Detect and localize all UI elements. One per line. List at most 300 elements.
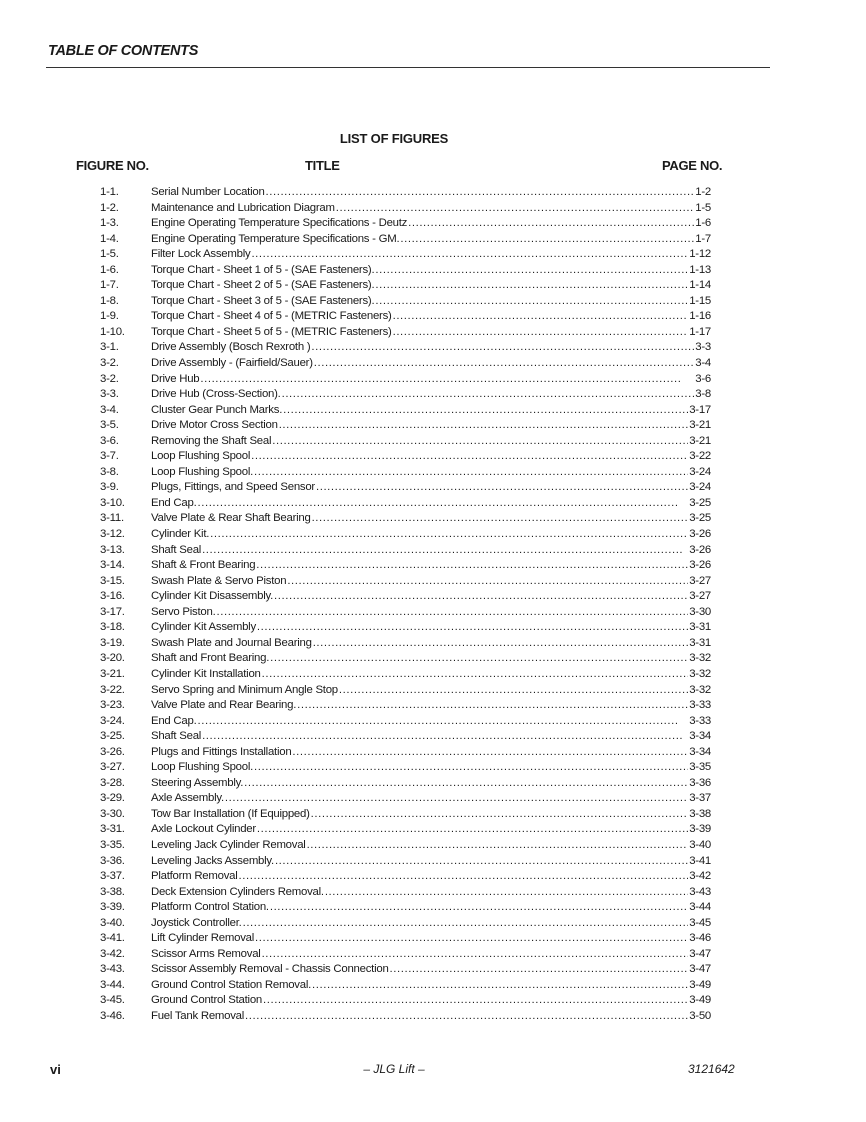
figure-entry	[151, 651, 711, 667]
figure-number: 3-22.	[100, 683, 125, 696]
figure-row	[0, 418, 866, 434]
figure-row	[0, 714, 866, 730]
figure-title: Servo Spring and Minimum Angle Stop	[151, 683, 338, 696]
figure-row	[0, 651, 866, 667]
figure-row	[0, 309, 866, 325]
figure-title: Drive Motor Cross Section	[151, 419, 278, 432]
figure-page: 3-27	[689, 574, 711, 587]
figure-title: Removing the Shaft Seal	[151, 434, 272, 447]
figure-page: 1-14	[689, 279, 711, 292]
figure-row	[0, 605, 866, 621]
figure-entry	[151, 760, 711, 776]
figure-page: 3-38	[689, 807, 711, 820]
figure-row	[0, 993, 866, 1009]
figure-page: 3-49	[689, 978, 711, 991]
figure-title: Cylinder Kit.	[151, 528, 210, 541]
figure-entry	[151, 558, 711, 574]
figure-row	[0, 885, 866, 901]
figure-page: 3-47	[689, 963, 711, 976]
figure-title: Serial Number Location	[151, 186, 265, 198]
figure-title: Leveling Jacks Assembly.	[151, 854, 274, 867]
figure-entry	[151, 185, 711, 201]
figure-title: Shaft Seal	[151, 543, 202, 556]
figure-number: 3-41.	[100, 932, 125, 945]
dot-leader	[282, 387, 695, 403]
figure-title: Engine Operating Temperature Specifications - Deutz	[151, 217, 408, 230]
figure-title: Shaft and Front Bearing.	[151, 652, 270, 665]
figure-title: Drive Assembly (Bosch Rexroth )	[151, 341, 311, 354]
figure-entry	[151, 916, 711, 932]
page-header-title: TABLE OF CONTENTS	[48, 43, 199, 59]
figure-title: Engine Operating Temperature Specifications - GM.	[151, 232, 400, 245]
figure-page: 3-24	[689, 481, 711, 494]
figure-page: 1-6	[695, 217, 711, 230]
dot-leader	[257, 620, 688, 636]
figure-page: 3-35	[689, 761, 711, 774]
figure-title: Drive Hub	[151, 372, 200, 385]
figure-page: 1-12	[689, 248, 711, 261]
figure-title: Cylinder Kit Disassembly.	[151, 590, 274, 603]
figure-title: Loop Flushing Spool.	[151, 761, 254, 774]
dot-leader	[202, 729, 688, 745]
dot-leader	[393, 325, 689, 341]
figure-number: 3-46.	[100, 1009, 125, 1022]
figure-page: 3-27	[689, 590, 711, 603]
figure-page: 3-46	[689, 932, 711, 945]
figure-page: 3-36	[689, 776, 711, 789]
figure-row	[0, 434, 866, 450]
figure-row	[0, 745, 866, 761]
figure-row	[0, 278, 866, 294]
dot-leader	[283, 403, 688, 419]
figure-entry	[151, 589, 711, 605]
dot-leader	[256, 558, 688, 574]
figure-number: 3-2.	[100, 372, 119, 385]
dot-leader	[254, 760, 688, 776]
figure-number: 3-5.	[100, 419, 119, 432]
dot-leader	[262, 667, 689, 683]
figure-row	[0, 247, 866, 263]
figure-page: 1-7	[695, 232, 711, 245]
figure-page: 3-22	[689, 450, 711, 463]
figure-entry	[151, 869, 711, 885]
figure-page: 3-3	[695, 341, 711, 354]
figure-number: 3-43.	[100, 963, 125, 976]
figure-number: 3-10.	[100, 496, 125, 509]
figure-number: 3-44.	[100, 978, 125, 991]
figure-number: 3-37.	[100, 870, 125, 883]
figure-entry	[151, 947, 711, 963]
figure-number: 3-23.	[100, 699, 125, 712]
figure-page: 3-47	[689, 947, 711, 960]
figure-entry	[151, 496, 711, 512]
figure-page: 3-33	[689, 714, 711, 727]
figure-number: 3-2.	[100, 357, 119, 370]
figure-number: 3-27.	[100, 761, 125, 774]
figure-page: 3-40	[689, 838, 711, 851]
figure-number: 3-26.	[100, 745, 125, 758]
figure-number: 1-1.	[100, 186, 119, 198]
figure-number: 3-42.	[100, 947, 125, 960]
dot-leader	[243, 916, 689, 932]
figure-row	[0, 776, 866, 792]
figure-title: Torque Chart - Sheet 4 of 5 - (METRIC Fasteners)	[151, 310, 392, 323]
dot-leader	[244, 776, 688, 792]
figure-entry	[151, 978, 711, 994]
figure-entry	[151, 232, 711, 248]
figure-title: Valve Plate & Rear Shaft Bearing	[151, 512, 311, 525]
figure-number: 3-19.	[100, 636, 125, 649]
figure-entry	[151, 465, 711, 481]
figure-number: 3-21.	[100, 667, 125, 680]
figure-page: 1-15	[689, 294, 711, 307]
dot-leader	[287, 574, 688, 590]
figure-row	[0, 527, 866, 543]
figure-title: Drive Assembly - (Fairfield/Sauer)	[151, 357, 313, 370]
dot-leader	[198, 496, 689, 512]
dot-leader	[198, 714, 689, 730]
figure-page: 3-24	[689, 465, 711, 478]
dot-leader	[272, 434, 688, 450]
figure-row	[0, 403, 866, 419]
figure-title: Scissor Arms Removal	[151, 947, 261, 960]
dot-leader	[375, 278, 688, 294]
dot-leader	[292, 745, 688, 761]
figure-row	[0, 263, 866, 279]
figure-row	[0, 931, 866, 947]
figure-row	[0, 185, 866, 201]
figure-number: 3-11.	[100, 512, 124, 525]
figure-row	[0, 465, 866, 481]
column-header-page-no: PAGE NO.	[662, 158, 723, 173]
figure-title: Torque Chart - Sheet 3 of 5 - (SAE Fasteners).	[151, 294, 375, 307]
figure-number: 3-13.	[100, 543, 125, 556]
figure-row	[0, 698, 866, 714]
figure-entry	[151, 372, 711, 388]
figure-entry	[151, 698, 711, 714]
figure-page: 1-16	[689, 310, 711, 323]
figure-entry	[151, 418, 711, 434]
figure-number: 3-16.	[100, 590, 125, 603]
figure-row	[0, 683, 866, 699]
figure-number: 3-15.	[100, 574, 125, 587]
figure-row	[0, 449, 866, 465]
figure-page: 3-26	[689, 559, 711, 572]
figure-entry	[151, 667, 711, 683]
header-divider	[46, 67, 770, 68]
dot-leader	[297, 698, 688, 714]
figure-title: Fuel Tank Removal	[151, 1009, 245, 1022]
figure-title: Torque Chart - Sheet 2 of 5 - (SAE Fasteners).	[151, 279, 375, 292]
figure-title: Swash Plate and Journal Bearing	[151, 636, 312, 649]
figure-entry	[151, 325, 711, 341]
figure-page: 3-45	[689, 916, 711, 929]
figure-number: 1-2.	[100, 201, 119, 214]
figure-row	[0, 216, 866, 232]
figure-row	[0, 636, 866, 652]
figure-row	[0, 916, 866, 932]
figure-title: End Cap.	[151, 714, 197, 727]
figure-row	[0, 511, 866, 527]
figure-page: 1-17	[689, 325, 711, 338]
figure-title: Drive Hub (Cross-Section).	[151, 388, 281, 401]
figure-title: Axle Assembly.	[151, 792, 224, 805]
figure-row	[0, 667, 866, 683]
figure-title: Cylinder Kit Assembly	[151, 621, 256, 634]
figure-row	[0, 294, 866, 310]
figure-title: Ground Control Station Removal.	[151, 978, 312, 991]
figure-number: 3-31.	[100, 823, 125, 836]
figure-row	[0, 869, 866, 885]
figure-row	[0, 900, 866, 916]
figure-entry	[151, 574, 711, 590]
figure-title: Steering Assembly.	[151, 776, 244, 789]
dot-leader	[279, 418, 689, 434]
figure-page: 3-17	[689, 403, 711, 416]
dot-leader	[375, 263, 688, 279]
figure-row	[0, 854, 866, 870]
figure-page: 3-49	[689, 994, 711, 1007]
figure-page: 3-21	[689, 419, 711, 432]
figure-page: 3-32	[689, 683, 711, 696]
figure-page: 3-4	[695, 357, 711, 370]
column-header-figure-no: FIGURE NO.	[76, 158, 149, 173]
figure-row	[0, 201, 866, 217]
figure-title: Ground Control Station	[151, 994, 263, 1007]
figure-entry	[151, 931, 711, 947]
figure-number: 3-29.	[100, 792, 125, 805]
figure-entry	[151, 807, 711, 823]
figure-title: Shaft & Front Bearing	[151, 559, 256, 572]
dot-leader	[251, 247, 688, 263]
figure-number: 3-24.	[100, 714, 125, 727]
figure-number: 3-17.	[100, 605, 125, 618]
figure-page: 3-39	[689, 823, 711, 836]
figure-row	[0, 760, 866, 776]
figure-page: 3-34	[689, 730, 711, 743]
figure-title: Filter Lock Assembly	[151, 248, 251, 261]
figure-entry	[151, 854, 711, 870]
figure-number: 3-28.	[100, 776, 125, 789]
dot-leader	[255, 931, 688, 947]
figure-row	[0, 807, 866, 823]
figure-entry	[151, 885, 711, 901]
figure-row	[0, 978, 866, 994]
figure-row	[0, 340, 866, 356]
figure-page: 3-26	[689, 528, 711, 541]
figure-title: Valve Plate and Rear Bearing.	[151, 699, 297, 712]
figure-title: Swash Plate & Servo Piston	[151, 574, 287, 587]
figure-entry	[151, 480, 711, 496]
figure-number: 1-3.	[100, 217, 119, 230]
figure-entry	[151, 745, 711, 761]
figure-page: 3-25	[689, 512, 711, 525]
figure-title: Axle Lockout Cylinder	[151, 823, 256, 836]
figure-page: 3-30	[689, 605, 711, 618]
figure-row	[0, 574, 866, 590]
figure-entry	[151, 605, 711, 621]
dot-leader	[262, 947, 689, 963]
figure-number: 3-9.	[100, 481, 119, 494]
figure-number: 3-38.	[100, 885, 125, 898]
figure-page: 3-37	[689, 792, 711, 805]
dot-leader	[408, 216, 694, 232]
dot-leader	[336, 201, 695, 217]
dot-leader	[339, 683, 688, 699]
figure-number: 3-45.	[100, 994, 125, 1007]
figure-title: Cylinder Kit Installation	[151, 667, 261, 680]
figure-number: 3-12.	[100, 528, 125, 541]
figure-page: 3-32	[689, 652, 711, 665]
figure-number: 3-4.	[100, 403, 119, 416]
figure-title: Scissor Assembly Removal - Chassis Connection	[151, 963, 389, 976]
figure-entry	[151, 838, 711, 854]
figure-number: 1-10.	[100, 325, 125, 338]
dot-leader	[200, 372, 694, 388]
figure-title: Leveling Jack Cylinder Removal	[151, 838, 306, 851]
figure-title: Loop Flushing Spool.	[151, 465, 254, 478]
dot-leader	[325, 885, 688, 901]
figure-title: Plugs and Fittings Installation	[151, 745, 292, 758]
figure-row	[0, 791, 866, 807]
figure-number: 3-14.	[100, 559, 125, 572]
figure-number: 3-18.	[100, 621, 125, 634]
figure-number: 3-3.	[100, 388, 119, 401]
figure-title: Loop Flushing Spool	[151, 450, 251, 463]
dot-leader	[390, 962, 689, 978]
dot-leader	[263, 993, 688, 1009]
figure-entry	[151, 434, 711, 450]
figure-number: 3-8.	[100, 465, 119, 478]
dot-leader	[375, 294, 688, 310]
dot-leader	[254, 465, 688, 481]
dot-leader	[393, 309, 689, 325]
figure-row	[0, 729, 866, 745]
figure-entry	[151, 201, 711, 217]
figure-page: 3-41	[689, 854, 711, 867]
figure-row	[0, 387, 866, 403]
figure-row	[0, 838, 866, 854]
dot-leader	[274, 589, 688, 605]
figure-title: End Cap.	[151, 496, 197, 509]
figure-row	[0, 558, 866, 574]
figure-number: 1-5.	[100, 248, 119, 261]
figure-row	[0, 325, 866, 341]
dot-leader	[270, 900, 688, 916]
figure-row	[0, 620, 866, 636]
figure-entry	[151, 403, 711, 419]
figure-entry	[151, 791, 711, 807]
figure-entry	[151, 340, 711, 356]
dot-leader	[312, 978, 688, 994]
figure-row	[0, 822, 866, 838]
figure-page: 3-32	[689, 667, 711, 680]
figure-number: 3-30.	[100, 807, 125, 820]
figure-number: 3-35.	[100, 838, 125, 851]
dot-leader	[270, 651, 688, 667]
figure-entry	[151, 356, 711, 372]
list-title: LIST OF FIGURES	[339, 131, 449, 146]
figure-page: 3-8	[695, 388, 711, 401]
figure-title: Torque Chart - Sheet 1 of 5 - (SAE Fasteners).	[151, 263, 375, 276]
column-header-title: TITLE	[305, 158, 340, 173]
figure-entry	[151, 714, 711, 730]
figure-entry	[151, 543, 711, 559]
figure-entry	[151, 216, 711, 232]
figure-row	[0, 232, 866, 248]
figure-number: 1-7.	[100, 279, 119, 292]
figure-row	[0, 589, 866, 605]
figure-page: 3-43	[689, 885, 711, 898]
figure-title: Tow Bar Installation (If Equipped)	[151, 807, 310, 820]
figure-title: Platform Removal	[151, 870, 238, 883]
figure-number: 1-9.	[100, 310, 119, 323]
dot-leader	[400, 232, 694, 248]
figure-entry	[151, 294, 711, 310]
figure-number: 3-6.	[100, 434, 119, 447]
figure-page: 1-2	[695, 186, 711, 198]
figure-page: 3-31	[689, 636, 711, 649]
figure-row	[0, 372, 866, 388]
figure-entry	[151, 278, 711, 294]
figure-row	[0, 962, 866, 978]
figure-entry	[151, 683, 711, 699]
figure-entry	[151, 309, 711, 325]
dot-leader	[217, 605, 689, 621]
dot-leader	[225, 791, 688, 807]
figure-page: 1-13	[689, 263, 711, 276]
dot-leader	[312, 511, 689, 527]
figure-entry	[151, 822, 711, 838]
figure-number: 3-20.	[100, 652, 125, 665]
figure-entry	[151, 993, 711, 1009]
figure-number: 1-6.	[100, 263, 119, 276]
figure-row	[0, 947, 866, 963]
figure-entry	[151, 511, 711, 527]
dot-leader	[239, 869, 689, 885]
figure-page: 3-6	[695, 372, 711, 385]
figure-entry	[151, 449, 711, 465]
figure-page: 3-50	[689, 1009, 711, 1022]
dot-leader	[210, 527, 688, 543]
figure-number: 3-7.	[100, 450, 119, 463]
figure-title: Maintenance and Lubrication Diagram	[151, 201, 335, 214]
dot-leader	[313, 636, 689, 652]
footer-document-number: 3121642	[688, 1062, 735, 1076]
dot-leader	[316, 480, 688, 496]
figure-number: 1-8.	[100, 294, 119, 307]
dot-leader	[266, 185, 695, 201]
dot-leader	[311, 340, 694, 356]
figure-number: 3-36.	[100, 854, 125, 867]
figure-row	[0, 356, 866, 372]
figure-entry	[151, 620, 711, 636]
figure-title: Shaft Seal	[151, 730, 202, 743]
dot-leader	[245, 1009, 688, 1025]
figure-number: 3-1.	[100, 341, 119, 354]
figure-page: 3-21	[689, 434, 711, 447]
dot-leader	[257, 822, 688, 838]
figure-title: Torque Chart - Sheet 5 of 5 - (METRIC Fasteners)	[151, 325, 392, 338]
figure-entry	[151, 900, 711, 916]
figure-row	[0, 543, 866, 559]
figure-title: Servo Piston.	[151, 605, 216, 618]
figure-title: Deck Extension Cylinders Removal.	[151, 885, 324, 898]
figure-page: 3-31	[689, 621, 711, 634]
figure-entry	[151, 263, 711, 279]
figure-page: 3-44	[689, 901, 711, 914]
figure-page: 3-33	[689, 699, 711, 712]
